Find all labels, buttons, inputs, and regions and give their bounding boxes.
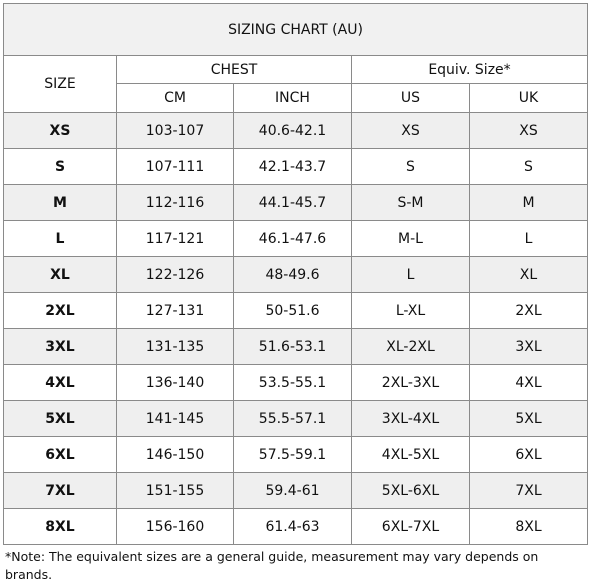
uk-header: UK xyxy=(470,84,588,113)
inch-cell: 55.5-57.1 xyxy=(234,401,352,437)
size-cell: XS xyxy=(4,113,117,149)
inch-cell: 40.6-42.1 xyxy=(234,113,352,149)
uk-cell: M xyxy=(470,185,588,221)
cm-cell: 122-126 xyxy=(117,257,234,293)
inch-cell: 46.1-47.6 xyxy=(234,221,352,257)
inch-cell: 48-49.6 xyxy=(234,257,352,293)
uk-cell: L xyxy=(470,221,588,257)
us-header: US xyxy=(352,84,470,113)
table-row xyxy=(4,185,588,221)
size-cell: 2XL xyxy=(4,293,117,329)
us-cell: S xyxy=(352,149,470,185)
uk-cell: 6XL xyxy=(470,437,588,473)
us-cell: L xyxy=(352,257,470,293)
table-row xyxy=(4,509,588,545)
size-cell: S xyxy=(4,149,117,185)
size-cell: 4XL xyxy=(4,365,117,401)
uk-cell: 5XL xyxy=(470,401,588,437)
cm-cell: 117-121 xyxy=(117,221,234,257)
us-cell: L-XL xyxy=(352,293,470,329)
table-row xyxy=(4,113,588,149)
title-row xyxy=(4,4,588,56)
inch-cell: 61.4-63 xyxy=(234,509,352,545)
us-cell: 3XL-4XL xyxy=(352,401,470,437)
us-cell: 2XL-3XL xyxy=(352,365,470,401)
size-cell: 6XL xyxy=(4,437,117,473)
size-cell: L xyxy=(4,221,117,257)
table-row xyxy=(4,257,588,293)
footnote: *Note: The equivalent sizes are a general guide, measurement may vary depends on brands. xyxy=(5,549,539,582)
inch-cell: 44.1-45.7 xyxy=(234,185,352,221)
chart-title: SIZING CHART (AU) xyxy=(4,4,588,56)
cm-cell: 136-140 xyxy=(117,365,234,401)
equiv-size-header: Equiv. Size* xyxy=(352,56,588,84)
cm-cell: 151-155 xyxy=(117,473,234,509)
us-cell: 5XL-6XL xyxy=(352,473,470,509)
uk-cell: 3XL xyxy=(470,329,588,365)
inch-header: INCH xyxy=(234,84,352,113)
table-row xyxy=(4,473,588,509)
size-cell: M xyxy=(4,185,117,221)
uk-cell: 4XL xyxy=(470,365,588,401)
cm-cell: 156-160 xyxy=(117,509,234,545)
us-cell: XS xyxy=(352,113,470,149)
table-row xyxy=(4,365,588,401)
us-cell: XL-2XL xyxy=(352,329,470,365)
inch-cell: 51.6-53.1 xyxy=(234,329,352,365)
size-header: SIZE xyxy=(4,56,117,113)
cm-cell: 141-145 xyxy=(117,401,234,437)
size-cell: 7XL xyxy=(4,473,117,509)
us-cell: S-M xyxy=(352,185,470,221)
us-cell: 4XL-5XL xyxy=(352,437,470,473)
us-cell: M-L xyxy=(352,221,470,257)
cm-cell: 131-135 xyxy=(117,329,234,365)
table-row xyxy=(4,437,588,473)
table-row xyxy=(4,221,588,257)
inch-cell: 59.4-61 xyxy=(234,473,352,509)
cm-header: CM xyxy=(117,84,234,113)
sizing-chart-body xyxy=(4,4,588,545)
size-cell: 5XL xyxy=(4,401,117,437)
size-cell: 8XL xyxy=(4,509,117,545)
cm-cell: 127-131 xyxy=(117,293,234,329)
chest-header: CHEST xyxy=(117,56,352,84)
us-cell: 6XL-7XL xyxy=(352,509,470,545)
table-row xyxy=(4,149,588,185)
size-cell: XL xyxy=(4,257,117,293)
uk-cell: XS xyxy=(470,113,588,149)
table-row xyxy=(4,293,588,329)
size-cell: 3XL xyxy=(4,329,117,365)
sizing-chart-table xyxy=(3,3,588,545)
cm-cell: 107-111 xyxy=(117,149,234,185)
cm-cell: 103-107 xyxy=(117,113,234,149)
inch-cell: 50-51.6 xyxy=(234,293,352,329)
uk-cell: 2XL xyxy=(470,293,588,329)
inch-cell: 53.5-55.1 xyxy=(234,365,352,401)
table-row xyxy=(4,401,588,437)
uk-cell: 7XL xyxy=(470,473,588,509)
uk-cell: XL xyxy=(470,257,588,293)
table-row xyxy=(4,329,588,365)
inch-cell: 42.1-43.7 xyxy=(234,149,352,185)
inch-cell: 57.5-59.1 xyxy=(234,437,352,473)
cm-cell: 112-116 xyxy=(117,185,234,221)
uk-cell: 8XL xyxy=(470,509,588,545)
group-header-row xyxy=(4,56,588,84)
cm-cell: 146-150 xyxy=(117,437,234,473)
uk-cell: S xyxy=(470,149,588,185)
